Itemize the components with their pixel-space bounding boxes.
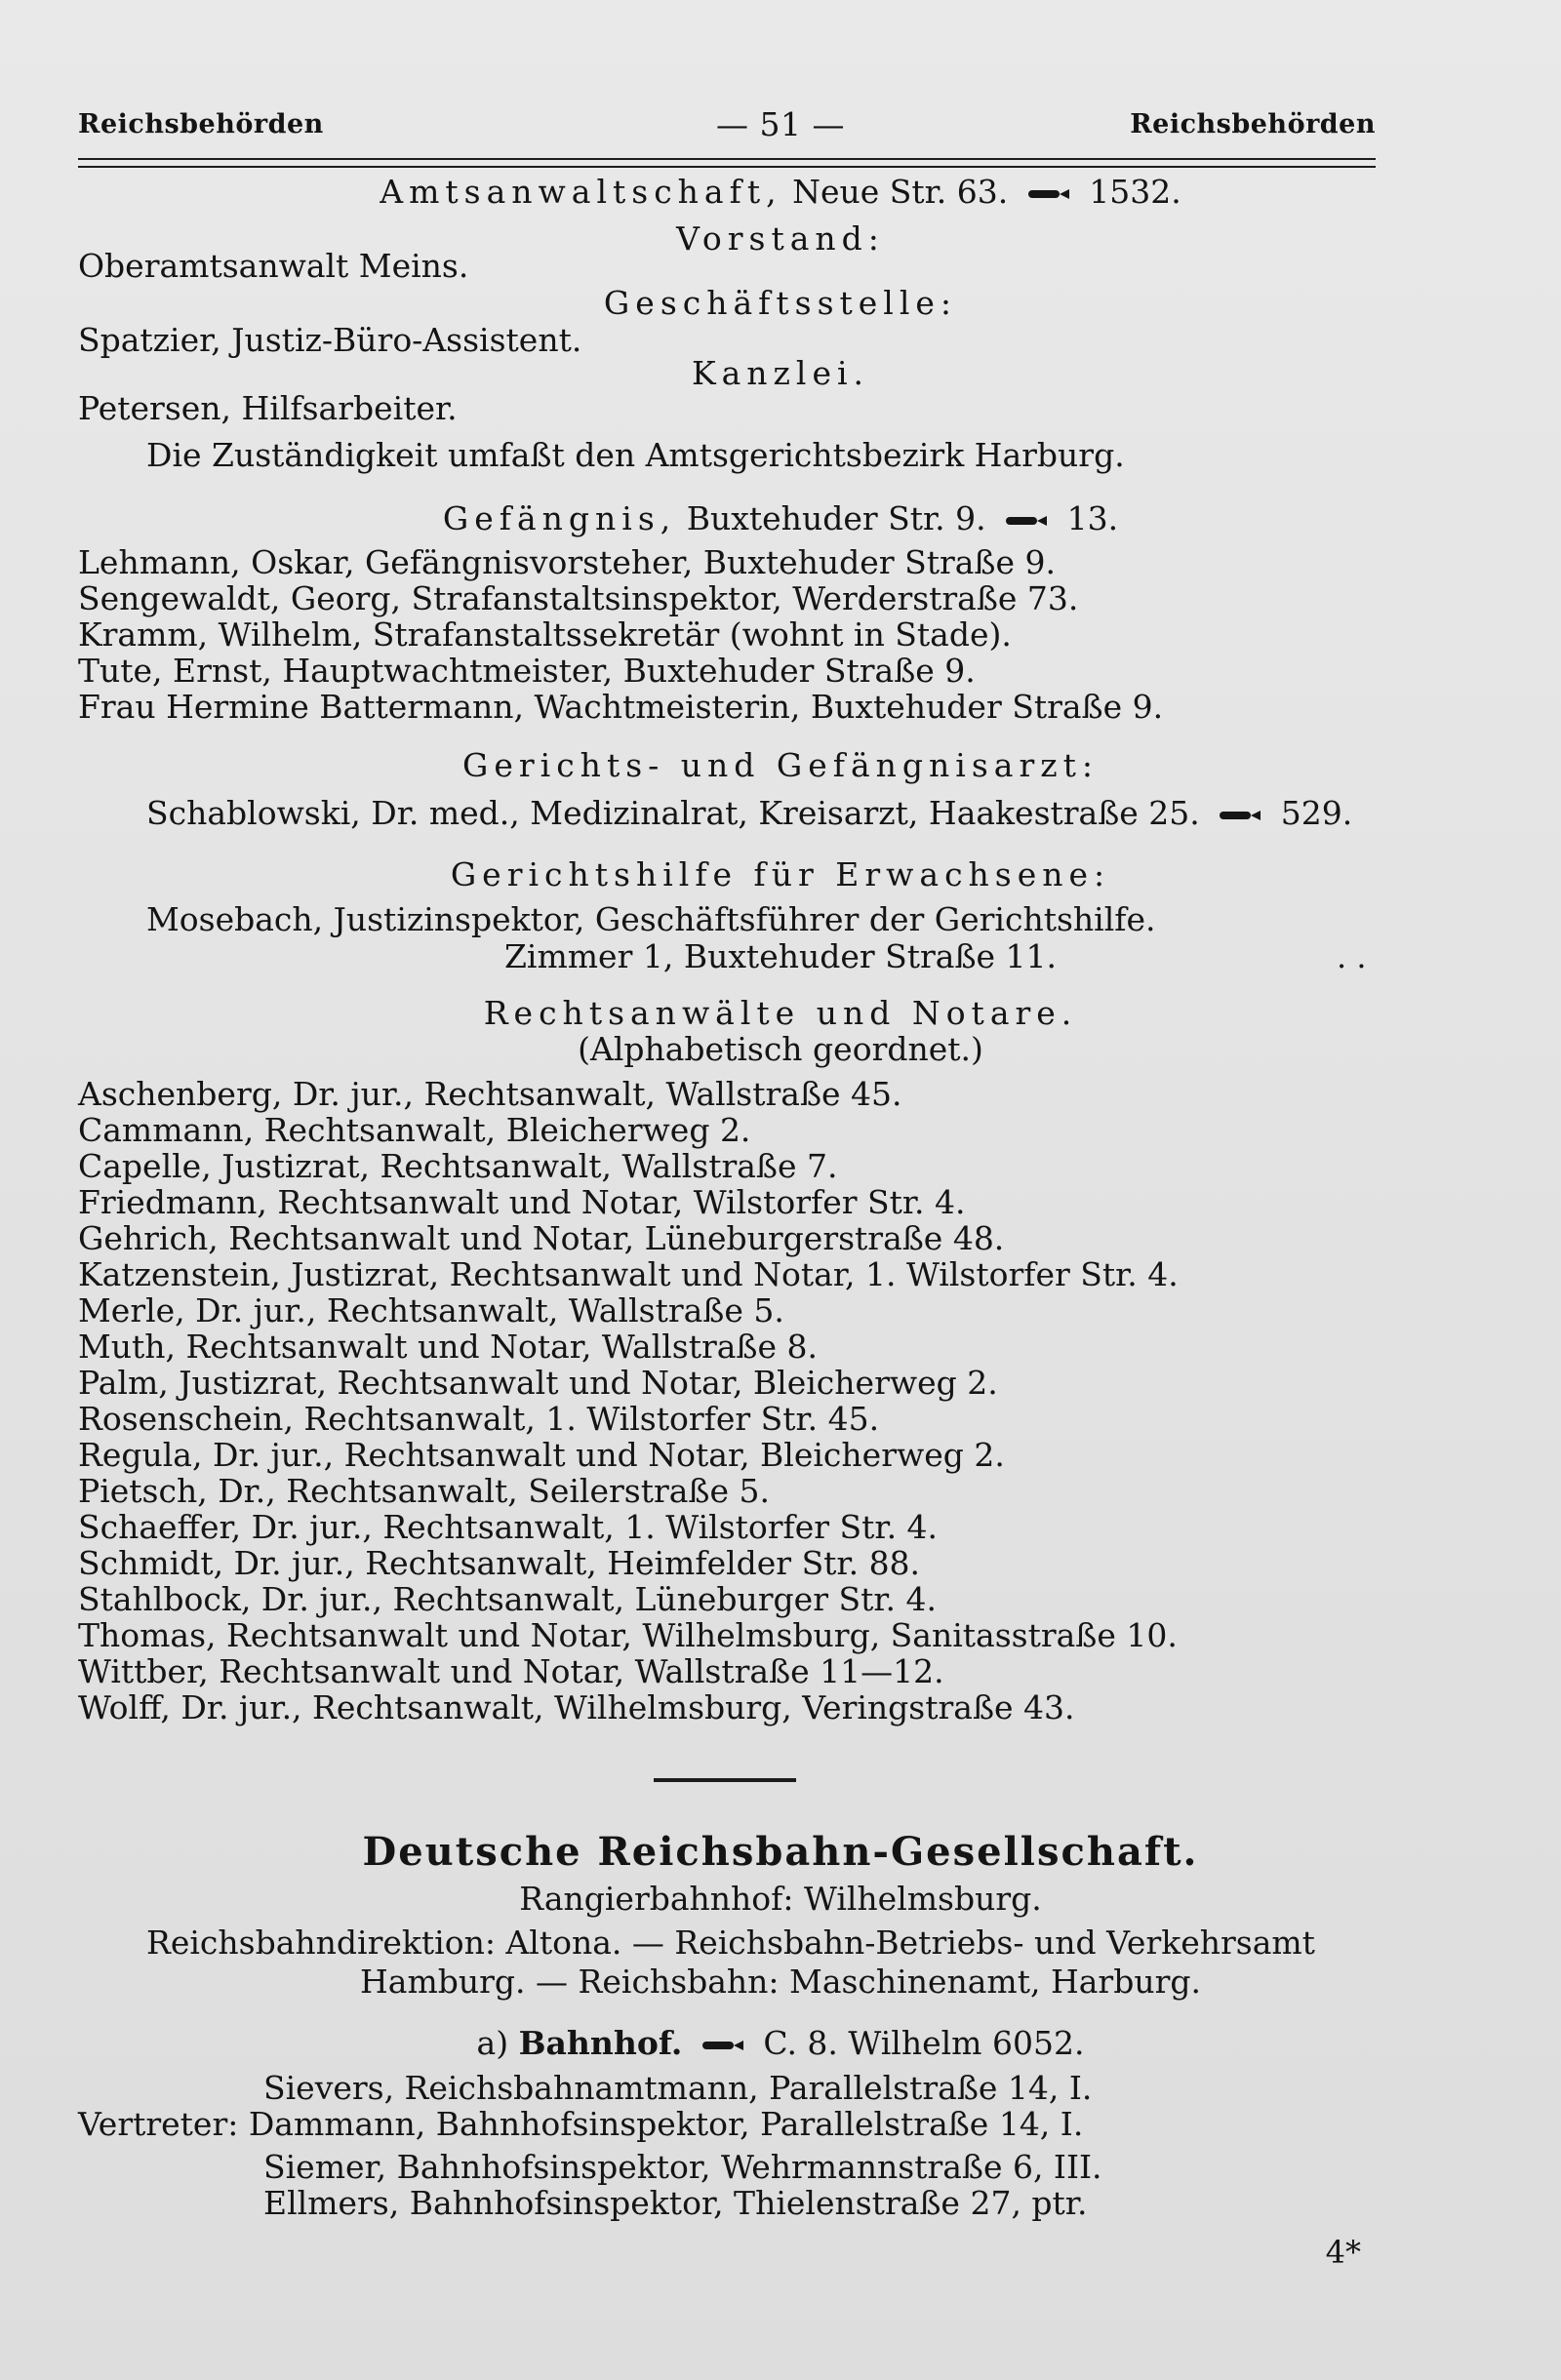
gerichtsarzt-phone: 529. (1280, 794, 1353, 832)
signature-mark: 4* (1325, 2234, 1361, 2271)
gefaengnis-entry: Sengewaldt, Georg, Strafanstaltsinspektor, Werderstraße 73. (78, 579, 1079, 617)
gefaengnis-entry: Tute, Ernst, Hauptwachtmeister, Buxtehuder Straße 9. (78, 652, 976, 690)
running-header-left: Reichsbehörden (78, 109, 324, 139)
page-number: — 51 — (716, 105, 845, 143)
bahnhof-vertreter-entry: Vertreter: Dammann, Bahnhofsinspektor, Parallelstraße 14, I. (78, 2105, 1084, 2143)
rechtsanwalt-entry: Wolff, Dr. jur., Rechtsanwalt, Wilhelmsburg, Veringstraße 43. (78, 1688, 1075, 1726)
rangierbahnhof-line: Rangierbahnhof: Wilhelmsburg. (519, 1880, 1042, 1918)
zustaendigkeit-text: Die Zuständigkeit umfaßt den Amtsgerichtsbezirk Harburg. (146, 436, 1125, 474)
gerichtshilfe-heading: Gerichtshilfe für Erwachsene: (450, 855, 1111, 893)
header-rule-top (78, 158, 1376, 160)
gerichtsarzt-heading: Gerichts- und Gefängnisarzt: (461, 746, 1100, 784)
telephone-icon (1218, 809, 1262, 822)
rechtsanwaelte-heading: Rechtsanwälte und Notare. (483, 994, 1078, 1032)
rechtsanwalt-entry: Aschenberg, Dr. jur., Rechtsanwalt, Wallstraße 45. (78, 1075, 902, 1113)
bahnhof-staff-entry: Sievers, Reichsbahnamtmann, Parallelstraße 14, I. (263, 2069, 1093, 2107)
rechtsanwalt-entry: Regula, Dr. jur., Rechtsanwalt und Notar, Bleicherweg 2. (78, 1436, 1005, 1474)
gefaengnis-entry: Lehmann, Oskar, Gefängnisvorsteher, Buxtehuder Straße 9. (78, 543, 1056, 581)
bahnhof-staff-entry: Siemer, Bahnhofsinspektor, Wehrmannstraße 6, III. (263, 2148, 1102, 2186)
gerichtshilfe-line-2: Zimmer 1, Buxtehuder Straße 11. (503, 937, 1058, 975)
geschaeftsstelle-entry: Spatzier, Justiz-Büro-Assistent. (78, 321, 582, 359)
rechtsanwalt-entry: Pietsch, Dr., Rechtsanwalt, Seilerstraße 5. (78, 1472, 770, 1510)
gerichtshilfe-line-1: Mosebach, Justizinspektor, Geschäftsführer der Gerichtshilfe. (146, 900, 1156, 938)
rechtsanwalt-entry: Merle, Dr. jur., Rechtsanwalt, Wallstraße 5. (78, 1291, 784, 1329)
telephone-icon (1026, 187, 1071, 201)
vorstand-heading: Vorstand: (676, 219, 885, 258)
rechtsanwalt-entry: Schaeffer, Dr. jur., Rechtsanwalt, 1. Wilstorfer Str. 4. (78, 1508, 939, 1546)
bahnhof-heading-line (0, 2025, 1561, 2062)
gefaengnis-heading-line (0, 500, 1561, 537)
bahnhof-phone: C. 8. Wilhelm 6052. (763, 2024, 1085, 2062)
gefaengnis-address: Buxtehuder Str. 9. (686, 499, 986, 537)
telephone-icon (1004, 514, 1049, 528)
amtsanwaltschaft-phone: 1532. (1089, 173, 1181, 211)
telephone-icon (700, 2039, 745, 2052)
amtsanwaltschaft-title: Amtsanwaltschaft, (380, 173, 782, 211)
rechtsanwalt-entry: Katzenstein, Justizrat, Rechtsanwalt und Notar, 1. Wilstorfer Str. 4. (78, 1255, 1179, 1293)
section-divider (654, 1778, 796, 1782)
vorstand-entry: Oberamtsanwalt Meins. (78, 247, 469, 285)
gefaengnis-entry: Frau Hermine Battermann, Wachtmeisterin, Buxtehuder Straße 9. (78, 688, 1164, 726)
kanzlei-heading: Kanzlei. (691, 354, 870, 392)
geschaeftsstelle-heading: Geschäftsstelle: (603, 284, 958, 322)
rechtsanwalt-entry: Capelle, Justizrat, Rechtsanwalt, Wallstraße 7. (78, 1147, 838, 1185)
bahnhof-label: Bahnhof. (518, 2024, 683, 2062)
running-header-right: Reichsbehörden (1130, 109, 1376, 139)
rechtsanwalt-entry: Schmidt, Dr. jur., Rechtsanwalt, Heimfelder Str. 88. (78, 1544, 921, 1582)
rechtsanwalt-entry: Gehrich, Rechtsanwalt und Notar, Lüneburgerstraße 48. (78, 1219, 1005, 1257)
rechtsanwalt-entry: Stahlbock, Dr. jur., Rechtsanwalt, Lüneburger Str. 4. (78, 1580, 937, 1618)
rechtsanwalt-entry: Thomas, Rechtsanwalt und Notar, Wilhelmsburg, Sanitasstraße 10. (78, 1616, 1178, 1654)
stray-dots: . . (1337, 938, 1367, 975)
gerichtsarzt-entry: Schablowski, Dr. med., Medizinalrat, Kreisarzt, Haakestraße 25. (146, 794, 1200, 832)
reichsbahndirektion-line-2: Hamburg. — Reichsbahn: Maschinenamt, Harburg. (360, 1963, 1201, 2001)
rechtsanwalt-entry: Rosenschein, Rechtsanwalt, 1. Wilstorfer Str. 45. (78, 1400, 880, 1438)
amtsanwaltschaft-heading-line (0, 174, 1561, 211)
kanzlei-entry: Petersen, Hilfsarbeiter. (78, 389, 458, 427)
reichsbahndirektion-line-1: Reichsbahndirektion: Altona. — Reichsbahn-Betriebs- und Verkehrsamt (146, 1924, 1315, 1962)
bahnhof-prefix: a) (476, 2024, 509, 2062)
rechtsanwalt-entry: Muth, Rechtsanwalt und Notar, Wallstraße 8. (78, 1328, 818, 1366)
amtsanwaltschaft-address: Neue Str. 63. (792, 173, 1009, 211)
gefaengnis-phone: 13. (1066, 499, 1119, 537)
header-rule-bottom (78, 166, 1376, 168)
gefaengnis-title: Gefängnis, (442, 499, 677, 537)
rechtsanwalt-entry: Friedmann, Rechtsanwalt und Notar, Wilstorfer Str. 4. (78, 1183, 966, 1221)
rechtsanwalt-entry: Wittber, Rechtsanwalt und Notar, Wallstraße 11—12. (78, 1652, 944, 1690)
gerichtsarzt-line (146, 795, 1352, 832)
rechtsanwalt-entry: Cammann, Rechtsanwalt, Bleicherweg 2. (78, 1111, 751, 1149)
bahnhof-staff-entry: Ellmers, Bahnhofsinspektor, Thielenstraße 27, ptr. (263, 2184, 1088, 2222)
rechtsanwalt-entry: Palm, Justizrat, Rechtsanwalt und Notar, Bleicherweg 2. (78, 1364, 998, 1402)
gefaengnis-entry: Kramm, Wilhelm, Strafanstaltssekretär (wohnt in Stade). (78, 615, 1012, 654)
reichsbahn-title: Deutsche Reichsbahn-Gesellschaft. (362, 1829, 1199, 1875)
rechtsanwaelte-subheading: (Alphabetisch geordnet.) (578, 1030, 983, 1068)
